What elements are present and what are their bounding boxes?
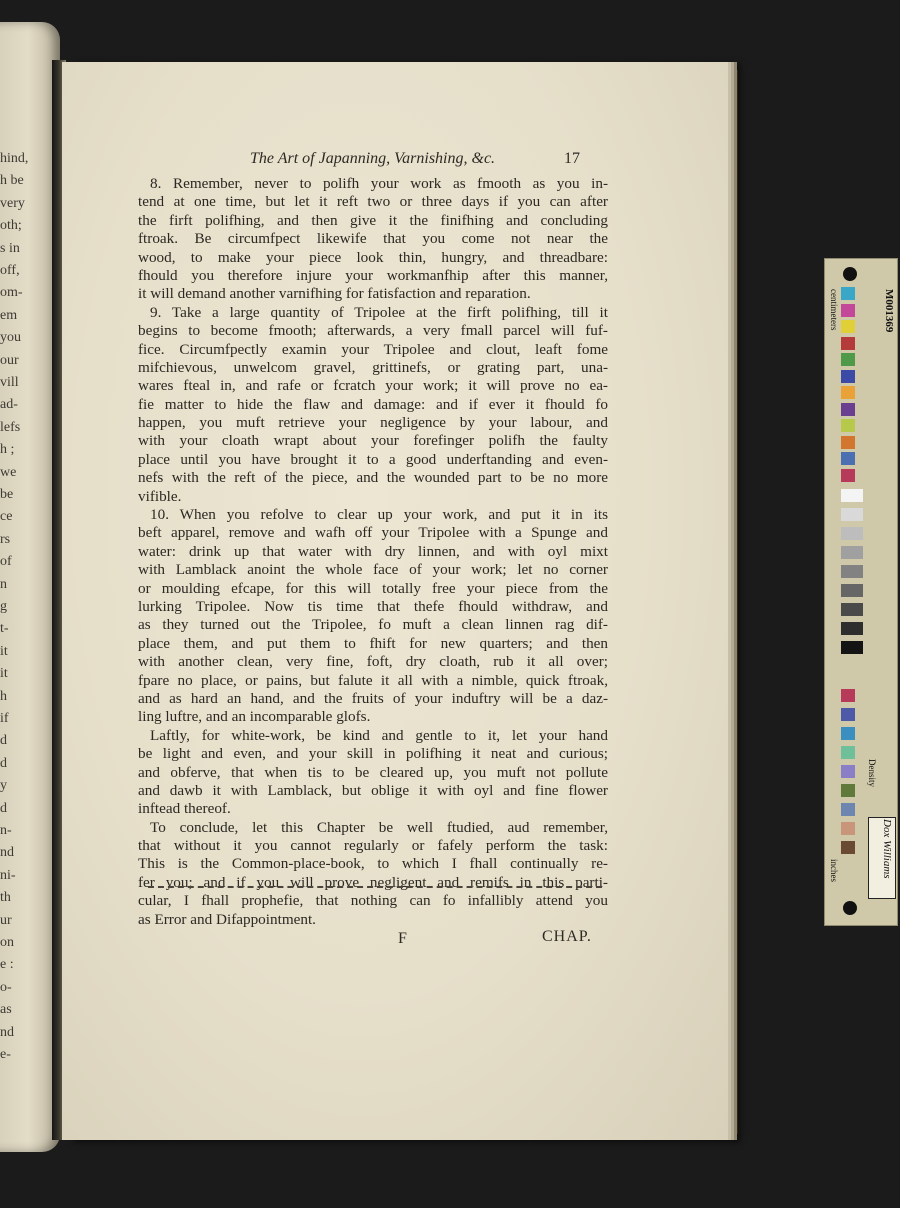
text-line: cular, I fhall prophefie, that nothing can fo infallibly attend you [138,892,608,910]
brand-label: Dox Williams [881,819,893,879]
gray-patch [841,603,863,616]
facing-page-fragment: as [0,1002,12,1018]
text-line: or moulding efcape, for this will totally free your piece from the [138,579,608,597]
facing-page-fragment: h be [0,173,24,189]
facing-page-fragment: h ; [0,442,15,458]
text-line: as they turned out the Tripolee, fo muft a clean linnen rag dif- [138,616,608,634]
facing-page-fragment: vill [0,375,19,390]
gray-patch [841,546,863,559]
text-line: be light and even, and your skill in polifhing it neat and curious; [138,745,608,763]
gray-patch [841,622,863,635]
card-hole-top [843,267,857,281]
text-line: beft apparel, remove and wafh off your Tripolee with a Spunge and [138,524,608,542]
facing-page-fragment: o- [0,979,12,995]
text-line: happen, you muft retrieve your negligence by your labour, and [138,414,608,432]
signature-mark: F [398,930,407,947]
text-line: place them, and put them to fhift for new quarters; and then [138,634,608,652]
color-patch [841,452,855,465]
text-line: mifchievous, unwelcom gravel, grittinefs, or grating part, una- [138,358,608,376]
facing-page-fragment: of [0,554,12,570]
density-label: Density [867,759,877,787]
facing-page-fragment: oth; [0,218,22,234]
color-patch [841,337,855,350]
text-line: water: drink up that water with dry linnen, and with oyl mixt [138,542,608,560]
card-hole-bottom [843,901,857,915]
color-patch [841,370,855,383]
facing-page-fragment: rs [0,531,11,547]
text-line: lurking Tripolee. Now tis time that thefe fhould withdraw, and [138,597,608,615]
bottom-color-patch [841,708,855,721]
facing-page-fragment: ni- [0,867,16,883]
text-line: as Error and Difappointment. [138,910,316,928]
catchword: CHAP. [542,928,592,945]
facing-page-fragment: ur [0,912,12,928]
text-line: fer you; and if you will prove negligent and remifs in this parti- [138,873,608,891]
text-line: 8. Remember, never to polifh your work as fmooth as you in- [150,175,608,192]
bottom-color-patch [841,803,855,816]
text-line: begins to become fmooth; afterwards, a very fmall parcel will fuf- [138,322,608,340]
text-line: To conclude, let this Chapter be well ftudied, aud remember, [150,818,608,836]
facing-page-fragment: om- [0,285,23,301]
bottom-color-patch [841,746,855,759]
bottom-color-patch [841,765,855,778]
bottom-color-patch [841,689,855,702]
text-line: with another clean, very fine, foft, dry cloath, rub it all over; [138,653,608,671]
running-head [250,150,600,172]
facing-page-fragment: lefs [0,419,21,435]
text-line: and obferve, that when tis to be cleared up, you muft not pollute [138,763,608,781]
text-line: it will demand another varnifhing for fatisfaction and reparation. [138,285,531,303]
centimeters-label: centimeters [829,289,839,331]
facing-page-fragment: h [0,688,7,704]
text-line: that without it you cannot regularly or fafely perform the task: [138,837,608,855]
facing-page-fragment: e- [0,1047,11,1062]
color-checker-card [824,258,898,926]
card-id: M001369 [883,289,895,333]
bottom-color-patch [841,784,855,797]
text-line: nefs with the reft of the piece, and the wounded part to be no more [138,469,608,487]
facing-page-fragment: em [0,307,18,323]
text-line: vifible. [138,487,182,505]
color-patch [841,353,855,366]
gray-patch [841,584,863,597]
facing-page-fragment: d [0,755,7,771]
facing-page-fragment: off, [0,263,20,278]
text-line: inftead thereof. [138,800,231,818]
page-edge [728,70,738,1134]
body-text [138,175,608,929]
facing-page-fragment: t- [0,621,9,637]
bottom-color-patch [841,727,855,740]
inches-label: inches [829,859,839,882]
gray-patch [841,489,863,502]
text-line: 10. When you refolve to clear up your work, and put it in its [150,506,608,524]
text-line: Laftly, for white-work, be kind and gentle to it, let your hand [150,726,608,744]
color-patch [841,403,855,416]
text-line: tend at one time, but let it reft two or three days if you can after [138,193,608,211]
facing-page-fragment: d [0,733,7,749]
color-patch [841,386,855,399]
facing-page-fragment: you [0,330,21,346]
facing-page-fragment: s in [0,240,20,256]
color-patch [841,436,855,449]
gray-patch [841,508,863,521]
facing-page-fragment: g [0,599,7,614]
facing-page-fragment: th [0,890,11,906]
color-patch [841,287,855,300]
text-line: wares fteal in, and rafe or fcratch your work; it will prove no ea- [138,377,608,395]
facing-page-fragment: we [0,464,17,480]
text-line: wood, to make your piece look thin, hungry, and threadbare: [138,248,608,266]
color-patch [841,304,855,317]
facing-page-fragment: y [0,778,7,794]
color-patch [841,469,855,482]
text-line: ling luftre, and an incomparable glofs. [138,708,371,726]
facing-page-fragment: nd [0,845,14,861]
text-line: and as hard an hand, and the fruits of your induftry will be a daz- [138,689,608,707]
facing-page-fragment: ad- [0,397,18,413]
text-line: fie matter to hide the flaw and damage: and if ever it fhould fo [138,395,608,413]
text-line: This is the Common-place-book, to which I fhall continually re- [138,855,608,873]
text-line: 9. Take a large quantity of Tripolee at the firft polifhing, till it [150,303,608,321]
facing-page-fragment: it [0,643,8,659]
facing-page-fragment: our [0,352,19,368]
text-line: fpare no place, or pains, but falute it all with a nimble, quick ftroak, [138,671,608,689]
text-line: fice. Circumfpectly examin your Tripolee and clout, leaft fome [138,340,608,358]
facing-page-fragment: e : [0,957,14,973]
gray-patch [841,565,863,578]
text-line: and dawb it with Lamblack, but oblige it with oyl and fine flower [138,781,608,799]
facing-page-fragment: if [0,711,9,726]
gray-patch [841,527,863,540]
facing-page-fragment: hind, [0,151,29,166]
facing-page-fragment: nd [0,1024,14,1040]
page-number: 17 [564,150,580,167]
color-patch [841,320,855,333]
facing-page [0,22,60,1152]
facing-page-fragment: n- [0,823,12,838]
section-rule [148,886,602,888]
facing-page-fragment: on [0,935,14,950]
text-line: fhould you therefore injure your workmanfhip after this manner, [138,266,608,284]
text-line: with Lamblack anoint the whole face of your work; let no corner [138,561,608,579]
gray-patch [841,641,863,654]
color-patch [841,419,855,432]
text-line: the firft polifhing, and then give it the finifhing and concluding [138,211,608,229]
facing-page-fragment: n [0,576,7,592]
text-line: place until you have brought it to a good underftanding and even- [138,450,608,468]
text-line: with your cloath wrapt about your forefinger polifh the faulty [138,432,608,450]
running-title: The Art of Japanning, Varnishing, &c. [250,150,496,167]
facing-page-fragment: ce [0,509,13,525]
bottom-color-patch [841,822,855,835]
facing-page-fragment: be [0,487,14,502]
bottom-color-patch [841,841,855,854]
facing-page-fragment: d [0,800,7,816]
text-line: ftroak. Be circumfpect likewife that you come not near the [138,230,608,248]
facing-page-fragment: very [0,195,25,211]
facing-page-fragment: it [0,666,8,682]
